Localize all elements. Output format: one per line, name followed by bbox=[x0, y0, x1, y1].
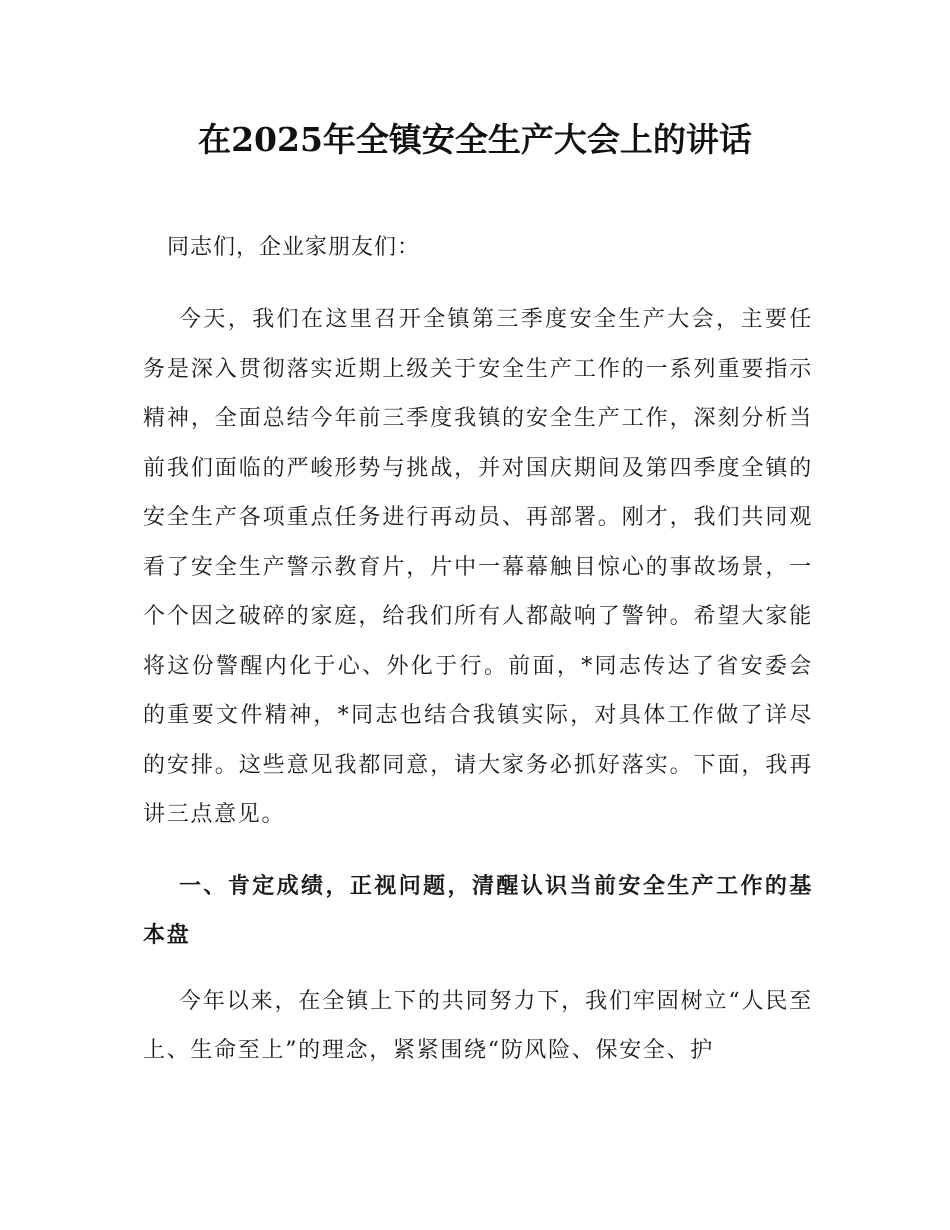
section-heading-1: 一、肯定成绩，正视问题，清醒认识当前安全生产工作的基本盘 bbox=[143, 872, 813, 948]
section-1-paragraph: 今年以来，在全镇上下的共同努力下，我们牢固树立“人民至上、生命至上”的理念，紧紧围绕“防风险、保安全、护 bbox=[143, 988, 813, 1063]
document-body bbox=[143, 225, 813, 1076]
opening-paragraph: 今天，我们在这里召开全镇第三季度安全生产大会，主要任务是深入贯彻落实近期上级关于安全生产工作的一系列重要指示精神，全面总结今年前三季度我镇的安全生产工作，深刻分析当前我们面临的严峻形势与挑战，并对国庆期间及第四季度全镇的安全生产各项重点任务进行再动员、再部署。刚才，我们共同观看了安全生产警示教育片，片中一幕幕触目惊心的事故场景，一个个因之破碎的家庭，给我们所有人都敲响了警钟。希望大家能将这份警醒内化于心、外化于行。前面，*同志传达了省安委会的重要文件精神，*同志也结合我镇实际，对具体工作做了详尽的安排。这些意见我都同意，请大家务必抓好落实。下面，我再讲三点意见。 bbox=[143, 307, 813, 827]
salutation: 同志们，企业家朋友们： bbox=[167, 235, 421, 260]
document-title: 在2025年全镇安全生产大会上的讲话 bbox=[198, 120, 752, 159]
